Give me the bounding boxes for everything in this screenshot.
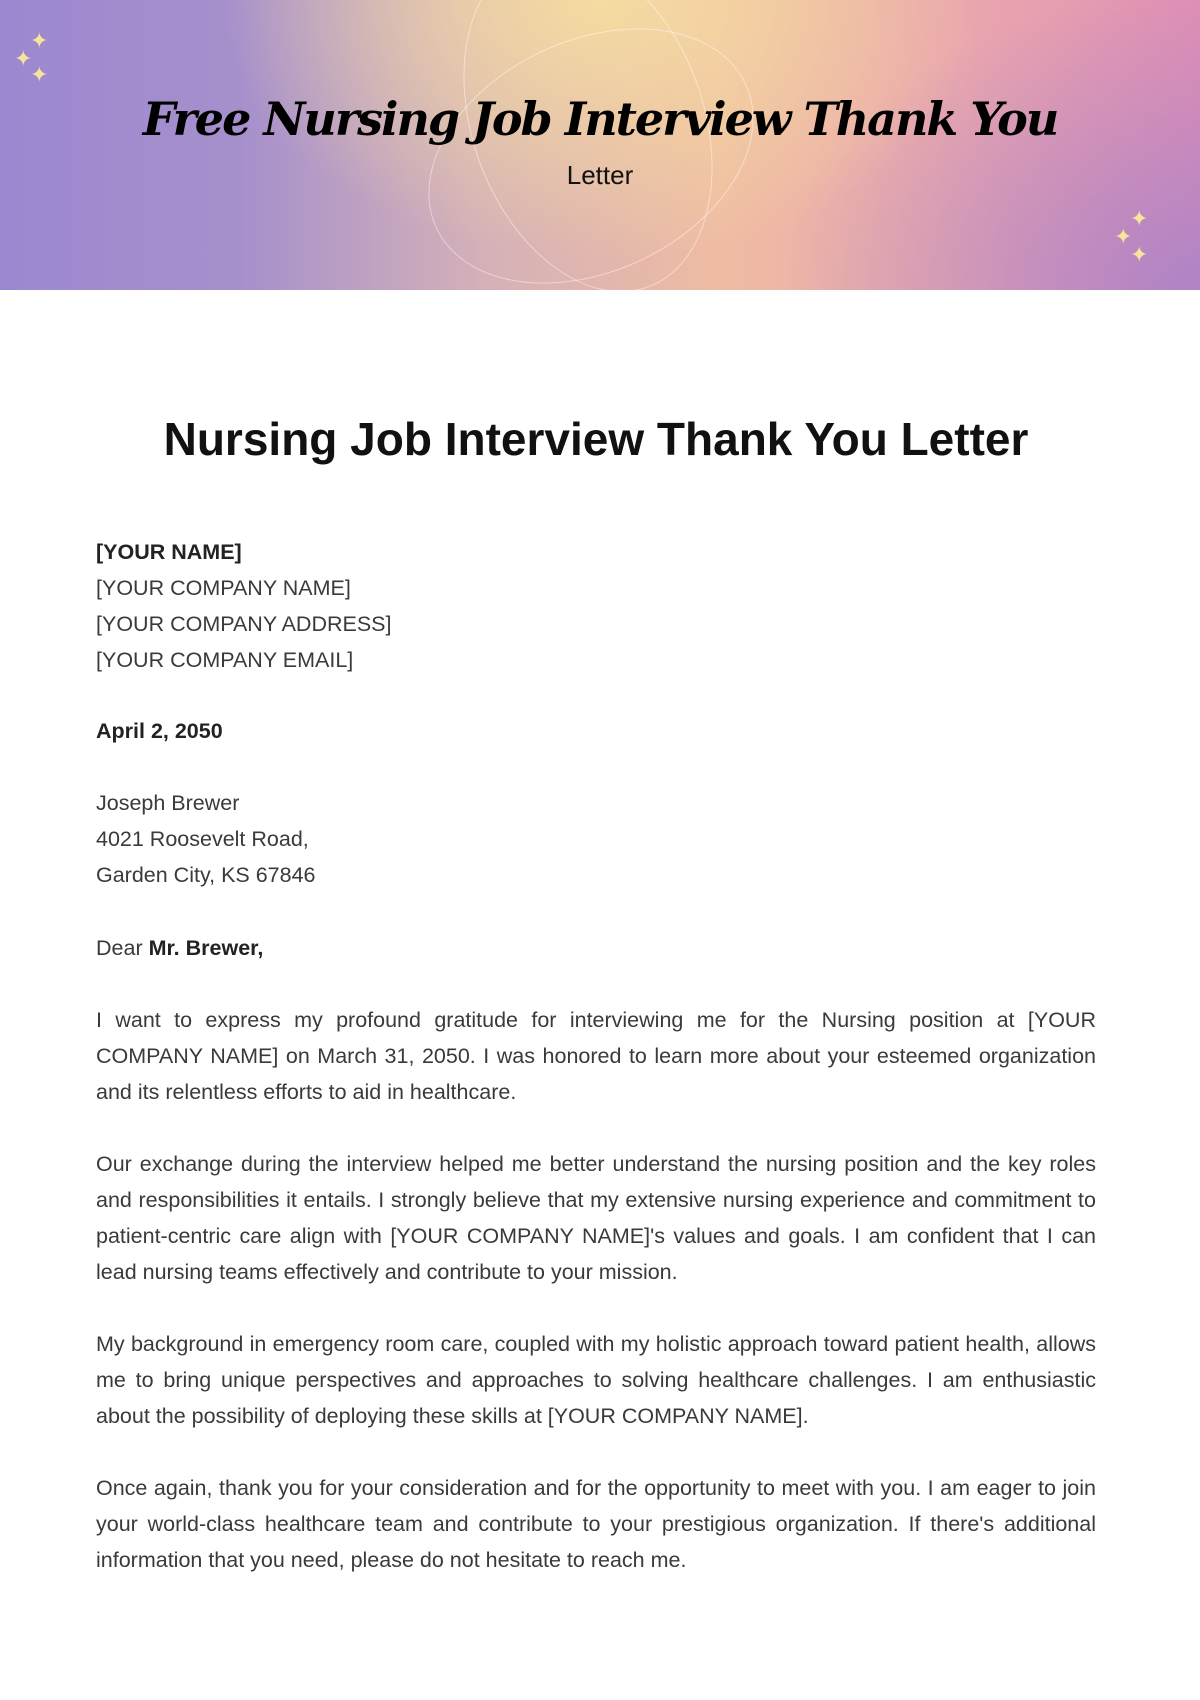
recipient-name: Joseph Brewer [96, 791, 240, 815]
sender-name: [YOUR NAME] [96, 540, 242, 564]
banner-title: Free Nursing Job Interview Thank You [142, 92, 1058, 146]
body-paragraph: I want to express my profound gratitude for interviewing me for the Nursing position at [YOUR COMPANY NAME] on March 31, 2050. I was honored to learn more about your esteemed organization and its relentless efforts to aid in healthcare. [96, 1008, 1096, 1104]
salutation-prefix: Dear [96, 936, 143, 960]
sender-company: [YOUR COMPANY NAME] [96, 576, 351, 600]
letter-paragraphs [96, 1002, 1096, 1614]
salutation [96, 930, 1096, 966]
body-paragraph: Our exchange during the interview helped me better understand the nursing position and the key roles and responsibilities it entails. I strongly believe that my extensive nursing experience and commitment to patient-centric care align with [YOUR COMPANY NAME]'s values and goals. I am confident that I can lead nursing teams effectively and contribute to your mission. [96, 1152, 1096, 1284]
salutation-name: Mr. Brewer, [148, 936, 264, 960]
sender-block [96, 534, 1096, 678]
letter-date: April 2, 2050 [96, 719, 223, 743]
page-title: Nursing Job Interview Thank You Letter [163, 413, 1029, 465]
sender-address: [YOUR COMPANY ADDRESS] [96, 612, 392, 636]
recipient-block [96, 785, 1096, 893]
body-paragraph: My background in emergency room care, coupled with my holistic approach toward patient health, allows me to bring unique perspectives and approaches to solving healthcare challenges. I am enthusiastic about the possibility of deploying these skills at [YOUR COMPANY NAME]. [96, 1332, 1096, 1428]
recipient-street: 4021 Roosevelt Road, [96, 827, 309, 851]
sender-email: [YOUR COMPANY EMAIL] [96, 648, 354, 672]
banner-subtitle: Letter [566, 160, 634, 190]
date-block [96, 713, 1096, 749]
recipient-city: Garden City, KS 67846 [96, 863, 316, 887]
header-banner: ✦ ✦ ✦ ✦ ✦ ✦ Free Nursing Job Interview Thank You Letter [0, 0, 1200, 290]
body-paragraph: Once again, thank you for your consideration and for the opportunity to meet with you. I am eager to join your world-class healthcare team and contribute to your prestigious organization. If there's additional information that you need, please do not hesitate to reach me. [96, 1476, 1096, 1572]
